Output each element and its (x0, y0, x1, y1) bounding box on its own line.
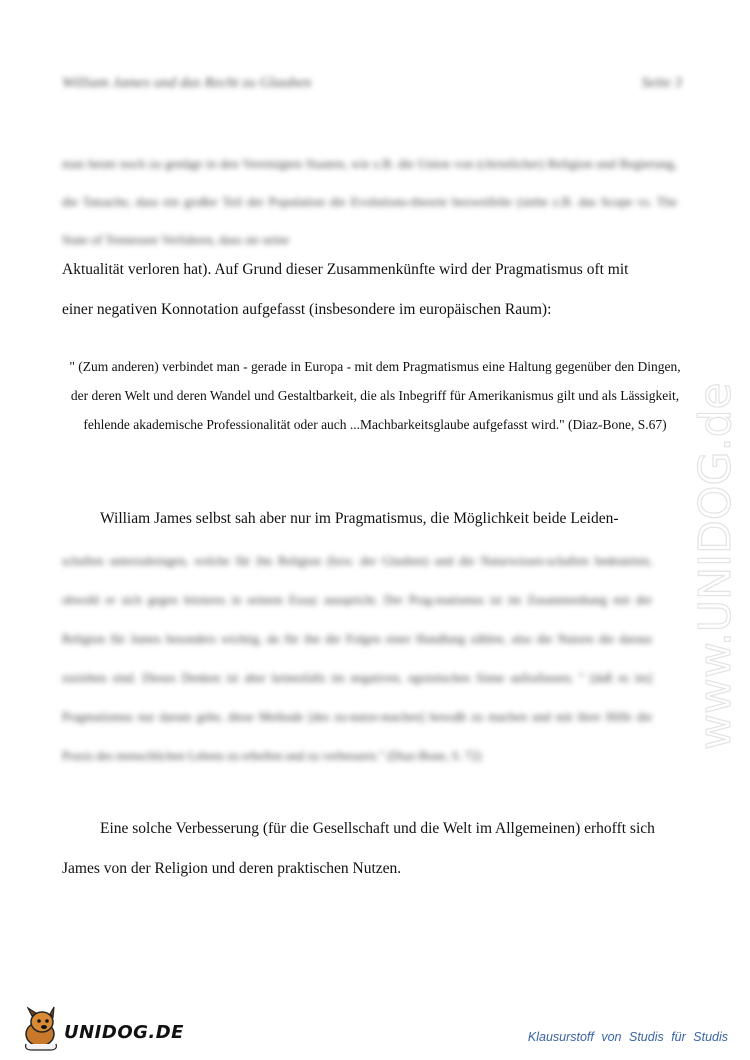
dog-mascot-icon (20, 1004, 64, 1052)
page-footer (0, 1000, 750, 1060)
unidog-logo[interactable] (20, 1004, 200, 1052)
running-header (62, 75, 682, 97)
paragraph-2-first-line: William James selbst sah aber nur im Pragmatismus, die Möglichkeit beide Leiden- (100, 510, 619, 527)
paragraph-1-line-4: Aktualität verloren hat). Auf Grund dieser Zusammenkünfte wird der Pragmatismus oft mit (62, 261, 629, 278)
paragraph-1-line-5: einer negativen Konnotation aufgefasst (insbesondere im europäischen Raum): (62, 301, 552, 318)
header-page-number: Seite 3 (641, 75, 682, 91)
footer-tagline: Klausurstoff von Studis für Studis (527, 1030, 728, 1044)
brand-name: UNIDOG.DE (64, 1022, 184, 1043)
watermark-text: www.UNIDOG.de (690, 382, 741, 750)
paragraph-3-line-1: Eine solche Verbesserung (für die Gesellschaft und die Welt im Allgemeinen) erhofft sich (100, 820, 655, 837)
watermark (688, 280, 748, 760)
block-quote: " (Zum anderen) verbindet man - gerade in Europa - mit dem Pragmatismus eine Haltung gegenüber den Dingen, der deren Welt und deren Wandel und Gestaltbarkeit, die als Inbegriff für Amerikanismus gilt und als Lässigkeit, fehlende akademische Professionalität oder auch ...Machbarkeitsglaube aufgefasst wird." (Diaz-Bone, S.67) (69, 359, 681, 432)
blurred-paragraph-1: man heute noch zu genüge in den Vereinigten Staaten, wie z.B. die Union von (christlicher) Religion und Regierung, die Tatsache, dass ein großer Teil der Population die Evolutions-theorie bezweifelte (siehe z.B. das Scope vs. The State of Tennessee Verfahren, dass sie seine (62, 156, 677, 247)
header-title: William James und das Recht zu Glauben (62, 75, 312, 91)
paragraph-3-line-2: James von der Religion und deren praktischen Nutzen. (62, 860, 402, 877)
blurred-paragraph-2: schaften unterzubringen, welche für ihn Religion (bzw. der Glauben) und die Naturwissen-schaften bedeuteten, obwohl er sich gegen letzteres in seinem Essay ausspricht. Der Prag-matismus ist im Zusammenhang mit der Religion für James besonders wichtig, da für ihn die Folgen einer Handlung zählen, also die Nutzen die daraus zuziehen sind. Dieses Denken ist aber keinesfalls im negativen, egoistischen Sinne aufzufassen; " [daß es im] Pragmatismus nur darum gehe, diese Methode [des zu-nutze-machen] bewußt zu machen und mit ihrer Hilfe die Praxis des menschlichen Lebens zu erhellen und zu verbessern." (Diaz-Bone, S. 72) (62, 554, 652, 763)
